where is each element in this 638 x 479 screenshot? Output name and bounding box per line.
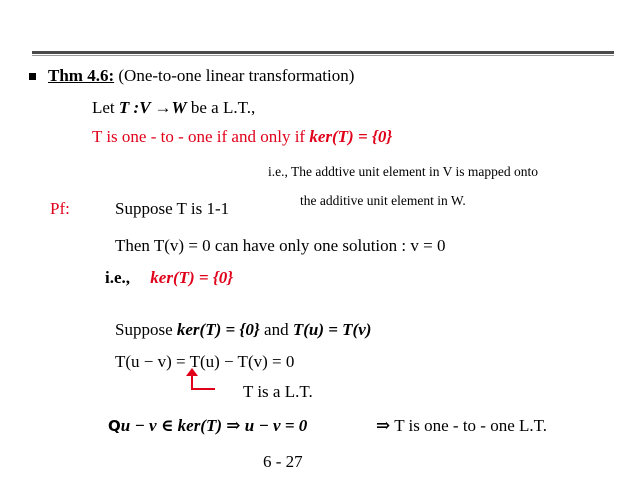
line3-math1: ker(T) = {0} xyxy=(176,320,260,339)
implies-icon: ⇒ xyxy=(376,416,391,435)
header-rule-shadow xyxy=(32,55,614,56)
let-math: T :V →W xyxy=(118,98,187,117)
statement-math: ker(T) = {0} xyxy=(309,127,393,146)
line3-math2: T(u) = T(v) xyxy=(292,320,372,339)
bullet-icon xyxy=(29,73,36,80)
let-suffix: be a L.T., xyxy=(186,98,256,117)
ie-math: ker(T) = {0} xyxy=(150,268,234,287)
note-line-2: the additive unit element in W. xyxy=(300,193,466,208)
let-prefix: Let xyxy=(92,98,119,117)
proof-line-6 xyxy=(108,416,307,436)
ie-line xyxy=(105,268,233,288)
theorem-heading xyxy=(48,66,354,86)
arrow-stem xyxy=(191,375,193,389)
proof-line-2: Then T(v) = 0 can have only one solution : v = 0 xyxy=(115,236,446,255)
theorem-title: (One-to-one linear transformation) xyxy=(118,66,355,85)
proof-conclusion xyxy=(376,416,547,436)
proof-line-4: T(u − v) = T(u) − T(v) = 0 xyxy=(115,352,295,371)
conclusion-text: T is one - to - one L.T. xyxy=(394,416,548,435)
proof-line-3 xyxy=(115,320,371,340)
theorem-label: Thm 4.6: xyxy=(48,66,115,85)
because-icon: Q xyxy=(108,417,121,435)
page-number: 6 - 27 xyxy=(263,452,303,471)
proof-line-1: Suppose T is 1-1 xyxy=(115,199,230,218)
theorem-statement xyxy=(92,127,392,147)
line3-mid: and xyxy=(259,320,293,339)
proof-line-5: T is a L.T. xyxy=(243,382,313,401)
let-line xyxy=(92,98,255,118)
ie-label: i.e., xyxy=(105,268,131,287)
line3-prefix: Suppose xyxy=(115,320,177,339)
arrow-base xyxy=(191,388,215,390)
note-line-1: i.e., The addtive unit element in V is mapped onto xyxy=(268,164,538,179)
proof-label: Pf: xyxy=(50,199,70,218)
line6-math: u − v ∈ ker(T) ⇒ u − v = 0 xyxy=(120,416,308,435)
statement-text: T is one - to - one if and only if xyxy=(92,127,310,146)
header-rule xyxy=(32,51,614,54)
